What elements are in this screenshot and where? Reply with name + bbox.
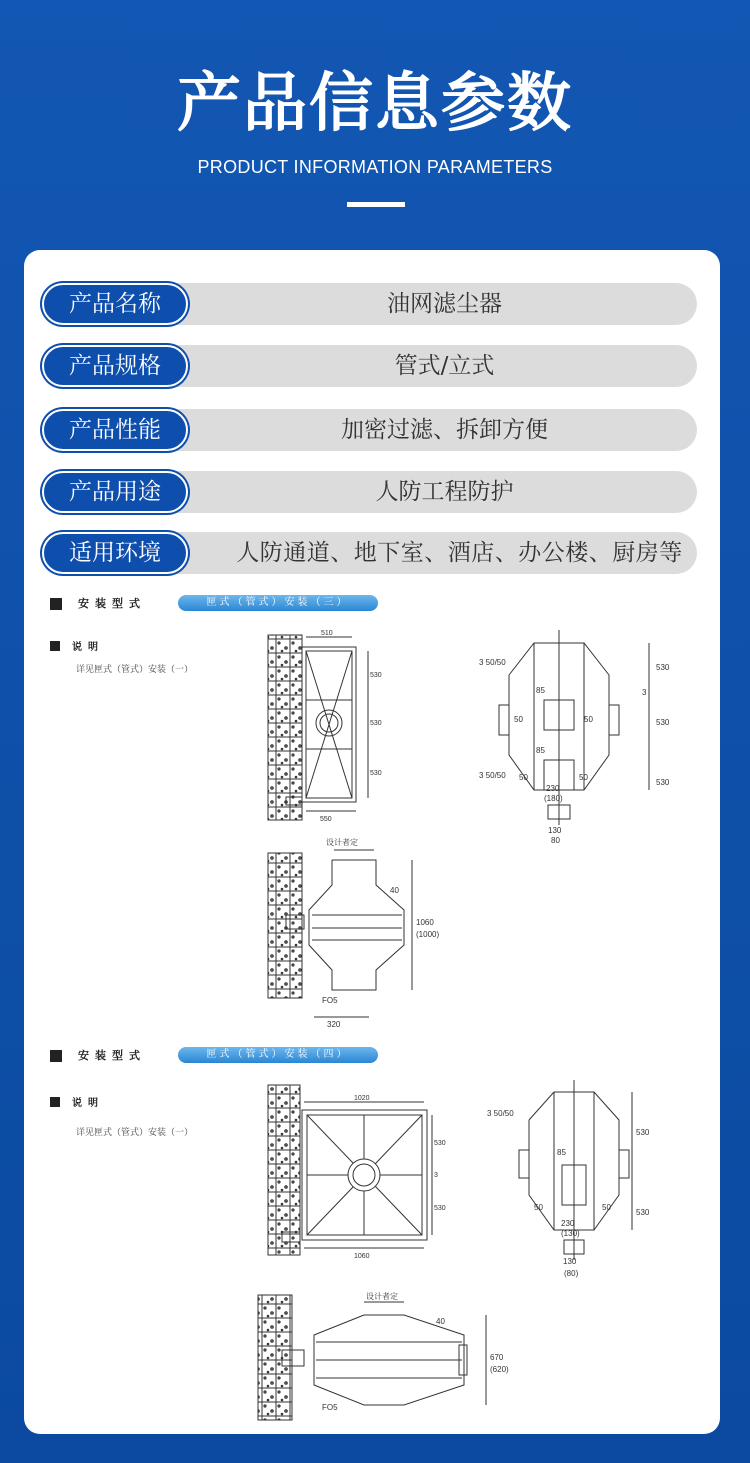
param-row-performance xyxy=(42,409,697,451)
dim-label: FO5 xyxy=(322,996,338,1005)
dim-label: 50 xyxy=(534,1203,543,1212)
page-subtitle: PRODUCT INFORMATION PARAMETERS xyxy=(197,157,553,177)
param-value: 油网滤尘器 xyxy=(122,283,697,325)
note-text: 详见匣式（管式）安装（一） xyxy=(76,1128,194,1138)
param-label: 产品名称 xyxy=(42,283,188,325)
param-row-name xyxy=(42,283,697,325)
dim-label: 3 50/50 xyxy=(487,1109,514,1118)
param-value: 人防通道、地下室、酒店、办公楼、厨房等 xyxy=(122,532,697,574)
dim-label: 1060 xyxy=(354,1253,370,1260)
dim-label: 510 xyxy=(321,630,333,637)
param-label: 适用环境 xyxy=(42,532,188,574)
install-drawing-3 xyxy=(24,625,720,1035)
dim-label: 设计者定 xyxy=(326,838,358,847)
dim-label: 50 xyxy=(514,715,523,724)
wall-section xyxy=(258,1295,292,1420)
dim-label: 130 xyxy=(563,1257,577,1266)
dim-label: (620) xyxy=(490,1365,509,1374)
install-drawing-4 xyxy=(24,1080,720,1425)
note-text: 详见匣式（管式）安装（一） xyxy=(76,665,194,675)
dim-label: 设计者定 xyxy=(366,1292,398,1301)
param-value: 加密过滤、拆卸方便 xyxy=(122,409,697,451)
wall-section xyxy=(268,1085,300,1255)
dim-label: 530 xyxy=(370,770,382,777)
param-row-spec xyxy=(42,345,697,387)
param-label: 产品性能 xyxy=(42,409,188,451)
bullet-square-icon xyxy=(50,1050,62,1062)
dim-label: 80 xyxy=(551,836,560,845)
dim-label: 530 xyxy=(656,718,670,727)
dim-label: 530 xyxy=(656,778,670,787)
install-tag: 匣式（管式）安装（三） xyxy=(178,595,378,611)
dim-label: (80) xyxy=(564,1269,579,1278)
note-heading: 说明 xyxy=(50,638,104,653)
param-label: 产品用途 xyxy=(42,471,188,513)
dim-label: 1060 xyxy=(416,918,434,927)
wall-section xyxy=(268,853,302,998)
install-tag: 匣式（管式）安装（四） xyxy=(178,1047,378,1063)
dim-label: 50 xyxy=(584,715,593,724)
wall-section xyxy=(268,635,302,820)
dim-label: (180) xyxy=(544,794,563,803)
dim-label: 130 xyxy=(548,826,562,835)
dim-label: 530 xyxy=(370,672,382,679)
title-underline xyxy=(347,202,405,207)
dim-label: 50 xyxy=(579,773,588,782)
dim-label: 50 xyxy=(519,773,528,782)
dim-label: 3 50/50 xyxy=(479,658,506,667)
dim-label: 320 xyxy=(327,1020,341,1029)
dim-label: 530 xyxy=(656,663,670,672)
dim-label: (1000) xyxy=(416,930,440,939)
dim-label: 40 xyxy=(390,886,399,895)
dim-label: 3 50/50 xyxy=(479,771,506,780)
param-label: 产品规格 xyxy=(42,345,188,387)
install-heading-text: 安装型式 xyxy=(78,597,146,610)
param-row-usage xyxy=(42,471,697,513)
dim-label: 50 xyxy=(602,1203,611,1212)
dim-label: 670 xyxy=(490,1353,504,1362)
info-card xyxy=(24,250,720,1434)
dim-label: 1020 xyxy=(354,1095,370,1102)
dim-label: 85 xyxy=(536,746,545,755)
dim-label: FO5 xyxy=(322,1403,338,1412)
dim-label: (130) xyxy=(561,1229,580,1238)
dim-label: 530 xyxy=(636,1208,650,1217)
dim-label: 230 xyxy=(561,1219,575,1228)
dim-label: 3 xyxy=(642,688,647,697)
param-value: 管式/立式 xyxy=(122,345,697,387)
dim-label: 530 xyxy=(434,1140,446,1147)
param-row-environment xyxy=(42,532,697,574)
note-heading: 说明 xyxy=(50,1094,104,1109)
install-heading-text: 安装型式 xyxy=(78,1049,146,1062)
dim-label: 85 xyxy=(557,1148,566,1157)
bullet-square-icon xyxy=(50,598,62,610)
page-title: 产品信息参数 xyxy=(177,67,573,141)
param-value: 人防工程防护 xyxy=(122,471,697,513)
dim-label: 40 xyxy=(436,1317,445,1326)
dim-label: 530 xyxy=(636,1128,650,1137)
dim-label: 3 xyxy=(434,1172,438,1179)
dim-label: 550 xyxy=(320,816,332,823)
dim-label: 530 xyxy=(370,720,382,727)
dim-label: 230 xyxy=(546,784,560,793)
dim-label: 530 xyxy=(434,1205,446,1212)
dim-label: 85 xyxy=(536,686,545,695)
